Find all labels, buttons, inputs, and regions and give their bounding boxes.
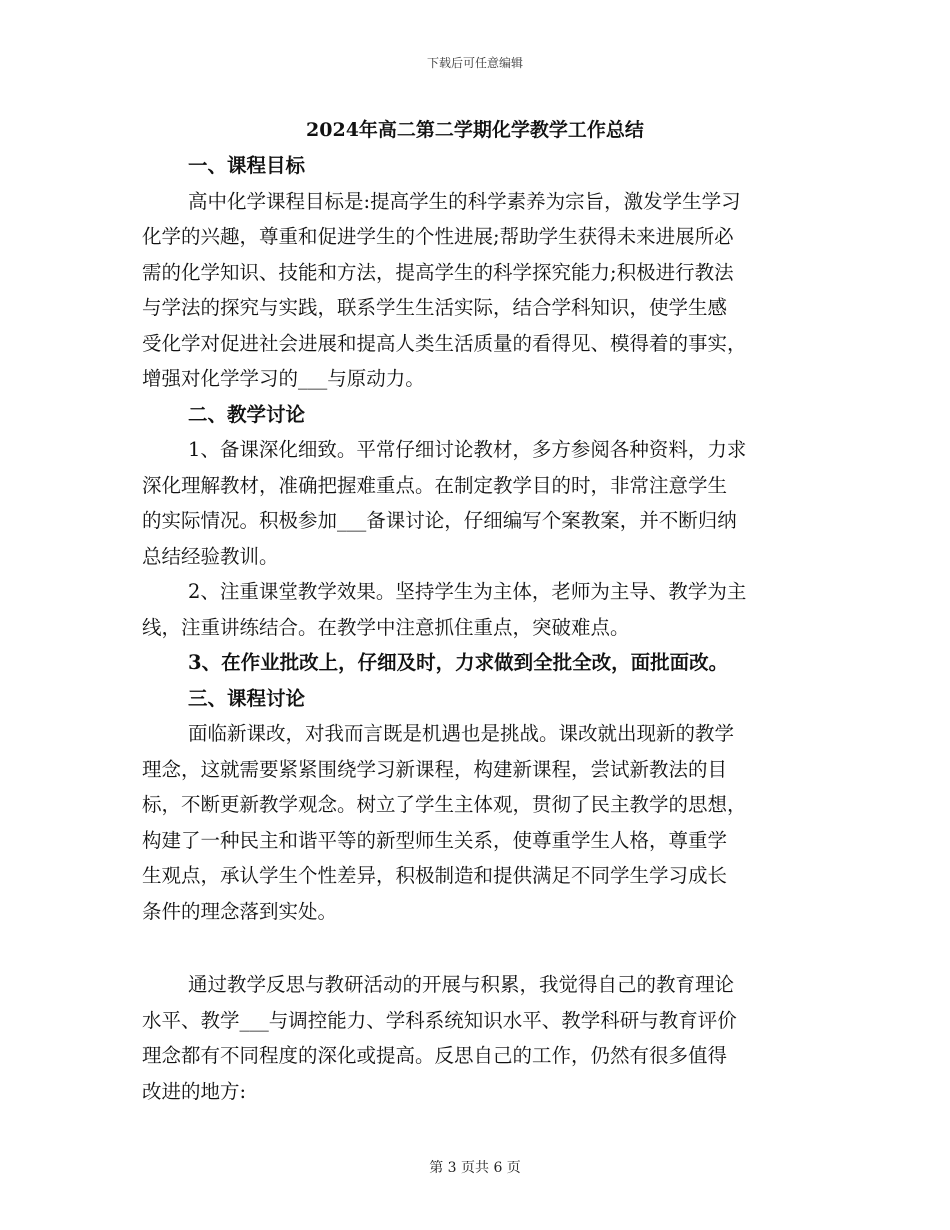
paragraph-line: 的实际情况。积极参加___备课讨论，仔细编写个案教案，并不断归纳 [142, 509, 737, 532]
paragraph-line: 水平、教学___与调控能力、学科系统知识水平、教学科研与教育评价 [142, 1008, 737, 1032]
section-heading: 二、教学讨论 [188, 402, 306, 426]
section-heading: 3、在作业批改上，仔细及时，力求做到全批全改，面批面改。 [188, 651, 729, 674]
paragraph-line: 需的化学知识、技能和方法，提高学生的科学探究能力;积极进行教法 [142, 260, 734, 284]
paragraph-line: 1、备课深化细致。平常仔细讨论教材，多方参阅各种资料，力求 [188, 438, 747, 461]
document-title: 2024年高二第二学期化学教学工作总结 [306, 119, 644, 141]
paragraph-line: 总结经验教训。 [142, 544, 279, 568]
section-heading: 三、课程讨论 [188, 686, 306, 710]
paragraph-line: 标，不断更新教学观念。树立了学生主体观，贯彻了民主教学的思想， [142, 793, 747, 816]
paragraph-line: 生观点，承认学生个性差异，积极制造和提供满足不同学生学习成长 [142, 864, 728, 887]
paragraph-spacer [142, 945, 808, 951]
paragraph-line: 理念都有不同程度的深化或提高。反思自己的工作，仍然有很多值得 [142, 1044, 728, 1067]
document-body [142, 148, 808, 1109]
paragraph-line: 受化学对促进社会进展和提高人类生活质量的看得见、模得着的事实， [142, 331, 747, 355]
page-footer: 第 3 页共 6 页 [429, 1160, 521, 1176]
paragraph-line: 2、注重课堂教学效果。坚持学生为主体，老师为主导、教学为主 [188, 580, 747, 603]
paragraph-line: 线，注重讲练结合。在教学中注意抓住重点，突破难点。 [142, 615, 630, 639]
paragraph-line: 条件的理念落到实处。 [142, 899, 338, 923]
paragraph-line: 面临新课改，对我而言既是机遇也是挑战。课改就出现新的教学 [188, 722, 735, 745]
paragraph-line: 改进的地方: [142, 1079, 247, 1103]
paragraph-line: 增强对化学学习的___与原动力。 [142, 367, 425, 390]
section-heading: 一、课程目标 [188, 154, 306, 177]
paragraph-line: 通过教学反思与教研活动的开展与积累，我觉得自己的教育理论 [188, 973, 735, 996]
paragraph-line: 与学法的探究与实践，联系学生生活实际，结合学科知识，使学生感 [142, 296, 728, 319]
paragraph-line: 化学的兴趣，尊重和促进学生的个性进展;帮助学生获得未来进展所必 [142, 225, 734, 248]
paragraph-line: 构建了一种民主和谐平等的新型师生关系，使尊重学生人格，尊重学 [142, 828, 728, 852]
paragraph-line: 理念，这就需要紧紧围绕学习新课程，构建新课程，尝试新教法的目 [142, 757, 728, 781]
paragraph-line: 高中化学课程目标是:提高学生的科学素养为宗旨，激发学生学习 [188, 189, 741, 213]
header-note: 下载后可任意编辑 [426, 56, 523, 70]
paragraph-line: 深化理解教材，准确把握难重点。在制定教学目的时，非常注意学生 [142, 473, 728, 497]
